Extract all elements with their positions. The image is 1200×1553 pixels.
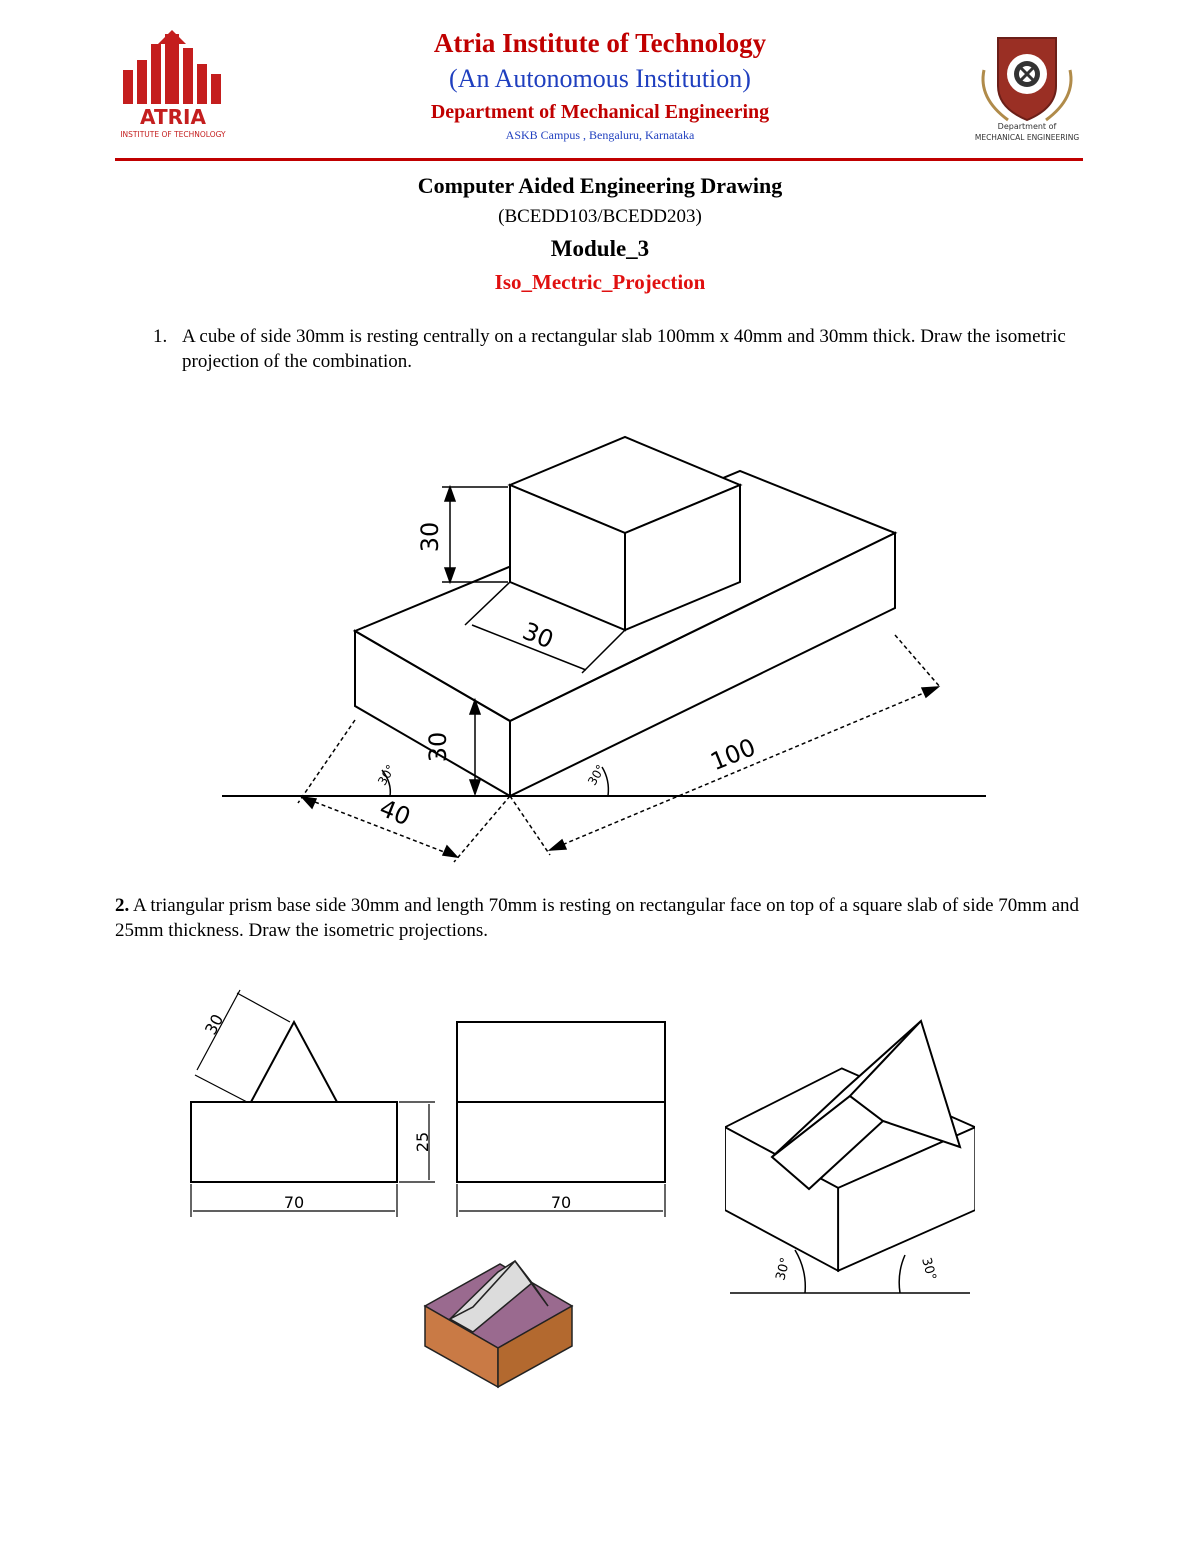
slab-width-label: 40 <box>375 793 415 832</box>
slab-thickness-label: 25 <box>413 1131 432 1153</box>
question-1-text: A cube of side 30mm is resting centrally on a rectangular slab 100mm x 40mm and 30mm thick. Draw the isometric projection of the combination. <box>182 326 1066 372</box>
module-title: Module_3 <box>550 236 650 261</box>
side-view-prism <box>457 1022 665 1102</box>
prism-side-label: 30 <box>200 1010 228 1038</box>
slab-height-label: 30 <box>424 731 452 763</box>
slab-left-face <box>355 631 510 796</box>
front-view-prism <box>251 1022 337 1102</box>
figure-2-color-model <box>420 1250 580 1390</box>
institute-name: Atria Institute of Technology <box>433 28 767 58</box>
side-view-slab <box>457 1102 665 1182</box>
course-code: (BCEDD103/BCEDD203) <box>498 206 702 227</box>
atria-logo-text: ATRIA <box>140 105 206 129</box>
cube-width-label: 30 <box>518 616 558 655</box>
figure-2-isometric-drawing <box>725 1015 975 1300</box>
side-width-label: 70 <box>550 1193 572 1212</box>
topic-title: Iso_Mectric_Projection <box>494 270 706 294</box>
figure-2-side-view <box>450 1015 675 1225</box>
question-1-number: 1. <box>153 326 168 347</box>
front-width-label: 70 <box>283 1193 305 1212</box>
figure-2-front-view <box>185 985 445 1225</box>
angle-label-right: 30° <box>585 762 608 788</box>
atria-logo-subtext: INSTITUTE OF TECHNOLOGY <box>120 130 226 139</box>
question-2 <box>115 893 1085 943</box>
header-divider <box>115 158 1083 161</box>
figure-1-isometric-drawing <box>210 425 1000 875</box>
course-title: Computer Aided Engineering Drawing <box>417 173 783 198</box>
campus-address: ASKB Campus , Bengaluru, Karnataka <box>505 128 695 142</box>
department-name: Department of Mechanical Engineering <box>430 101 770 123</box>
question-2-number: 2. <box>115 895 130 916</box>
angle-label-left: 30° <box>375 762 398 788</box>
cube-height-label: 30 <box>416 521 444 553</box>
slab-length-label: 100 <box>706 733 760 777</box>
department-logo-line2: MECHANICAL ENGINEERING <box>974 133 1080 142</box>
iso-angle-label-right: 30° <box>918 1256 939 1283</box>
question-1 <box>153 324 1085 374</box>
front-view-slab <box>191 1102 397 1182</box>
department-logo-line1: Department of <box>997 122 1057 131</box>
iso-angle-label-left: 30° <box>773 1256 794 1283</box>
institute-subtitle: (An Autonomous Institution) <box>449 64 751 93</box>
question-2-text: A triangular prism base side 30mm and length 70mm is resting on rectangular face on top of a square slab of side 70mm and 25mm thickness. Draw the isometric projections. <box>115 895 1080 941</box>
